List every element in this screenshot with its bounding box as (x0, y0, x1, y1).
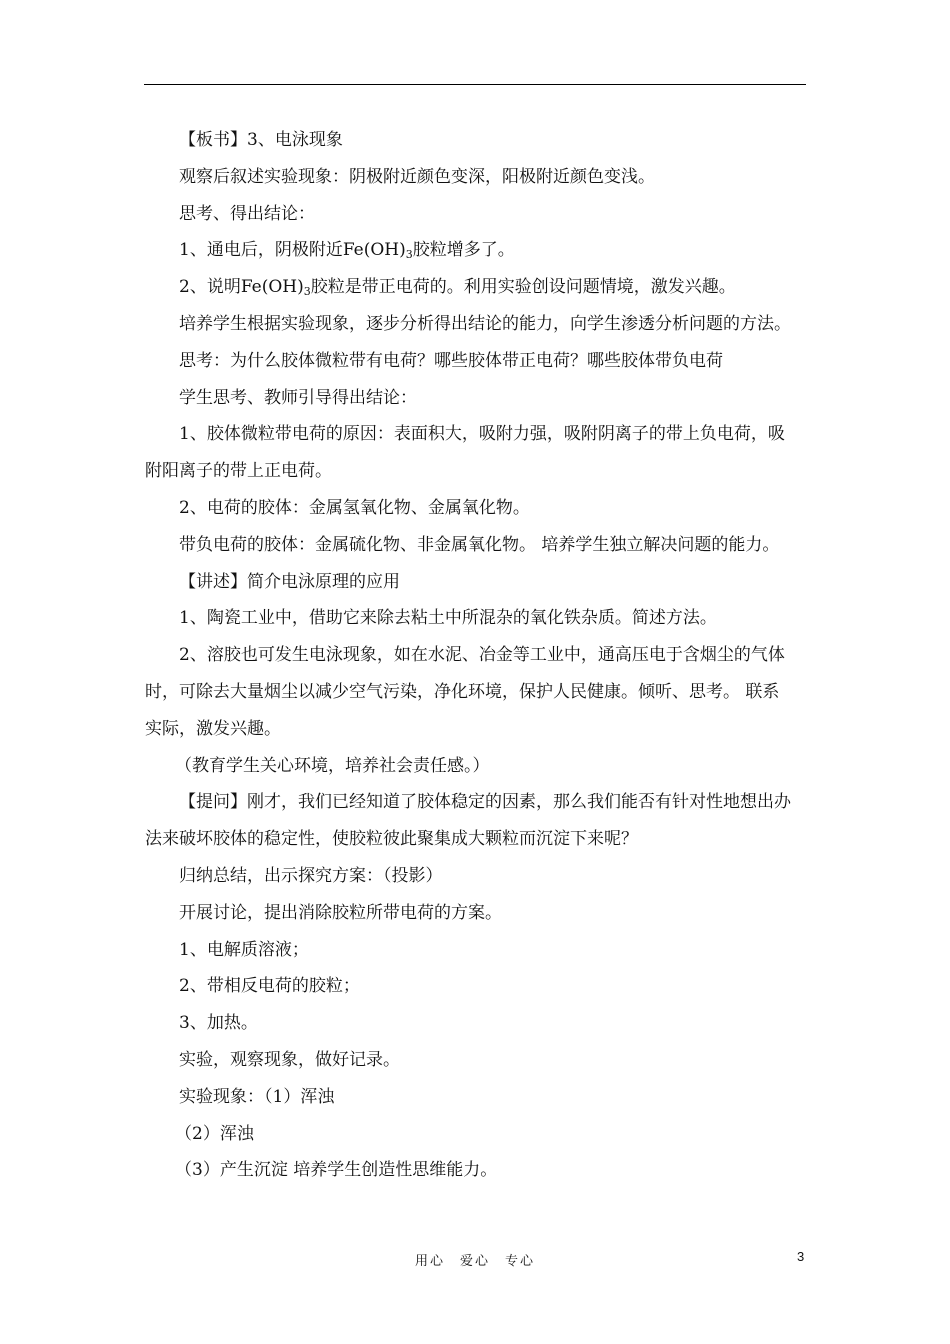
paragraph-think: 思考、得出结论： (179, 203, 315, 224)
paragraph-conclusion-1: 1、通电后，阴极附近$Fe(OH)_3$胶粒增多了。 (179, 240, 515, 262)
list-item-electrolyte: 1、电解质溶液； (179, 939, 309, 960)
lecture-heading: 【讲述】简介电泳原理的应用 (179, 571, 400, 592)
list-item-opposite-charge: 2、带相反电荷的胶粒； (179, 976, 360, 997)
document-body (145, 122, 795, 1189)
paragraph-observation: 观察后叙述实验现象：阴极附近颜色变深，阳极附近颜色变浅。 (179, 166, 655, 187)
paragraph-conclusion-2: 2、说明$Fe(OH)_3$胶粒是带正电荷的。利用实验创设问题情境，激发兴趣。 (179, 277, 736, 299)
paragraph-summary: 归纳总结，出示探究方案：（投影） (179, 865, 443, 886)
paragraph-experiment: 实验，观察现象，做好记录。 (179, 1049, 400, 1070)
paragraph-sol-electrophoresis: 2、溶胶也可发生电泳现象，如在水泥、冶金等工业中，通高压电于含烟尘的气体时，可除去大量烟尘以减少空气污染，净化环境，保护人民健康。倾听、思考。 联系实际，激发兴趣。 (145, 645, 785, 739)
paragraph-phenomenon-3: （3）产生沉淀 培养学生创造性思维能力。 (175, 1160, 498, 1181)
list-item-heating: 3、加热。 (179, 1013, 258, 1034)
footer-motto: 用心 爱心 专心 (414, 1254, 535, 1269)
page-number: 3 (797, 1249, 805, 1264)
header-rule (144, 84, 806, 85)
paragraph-negative-colloid: 带负电荷的胶体：金属硫化物、非金属氧化物。 培养学生独立解决问题的能力。 (179, 534, 780, 555)
paragraph-phenomenon-1: 实验现象：（1）浑浊 (179, 1086, 335, 1107)
board-heading-electrophoresis: 【板书】3、电泳现象 (179, 130, 343, 150)
paragraph-question: 【提问】刚才，我们已经知道了胶体稳定的因素，那么我们能否有针对性地想出办法来破坏胶体的稳定性，使胶粒彼此聚集成大颗粒而沉淀下来呢？ (145, 792, 791, 850)
paragraph-education: （教育学生关心环境，培养社会责任感。） (175, 755, 490, 776)
paragraph-ability: 培养学生根据实验现象，逐步分析得出结论的能力，向学生渗透分析问题的方法。 (179, 313, 791, 334)
paragraph-phenomenon-2: （2）浑浊 (175, 1123, 254, 1144)
paragraph-discussion: 开展讨论，提出消除胶粒所带电荷的方案。 (179, 902, 502, 923)
paragraph-charge-reason: 1、胶体微粒带电荷的原因：表面积大，吸附力强，吸附阴离子的带上负电荷，吸附阳离子的带上正电荷。 (145, 424, 785, 482)
paragraph-positive-colloid: 2、电荷的胶体：金属氢氧化物、金属氧化物。 (179, 497, 530, 518)
paragraph-student-think: 学生思考、教师引导得出结论： (179, 387, 417, 408)
paragraph-question-charge: 思考：为什么胶体微粒带有电荷？哪些胶体带正电荷？哪些胶体带负电荷 (179, 350, 723, 371)
paragraph-ceramics: 1、陶瓷工业中，借助它来除去粘土中所混杂的氧化铁杂质。简述方法。 (179, 608, 717, 629)
